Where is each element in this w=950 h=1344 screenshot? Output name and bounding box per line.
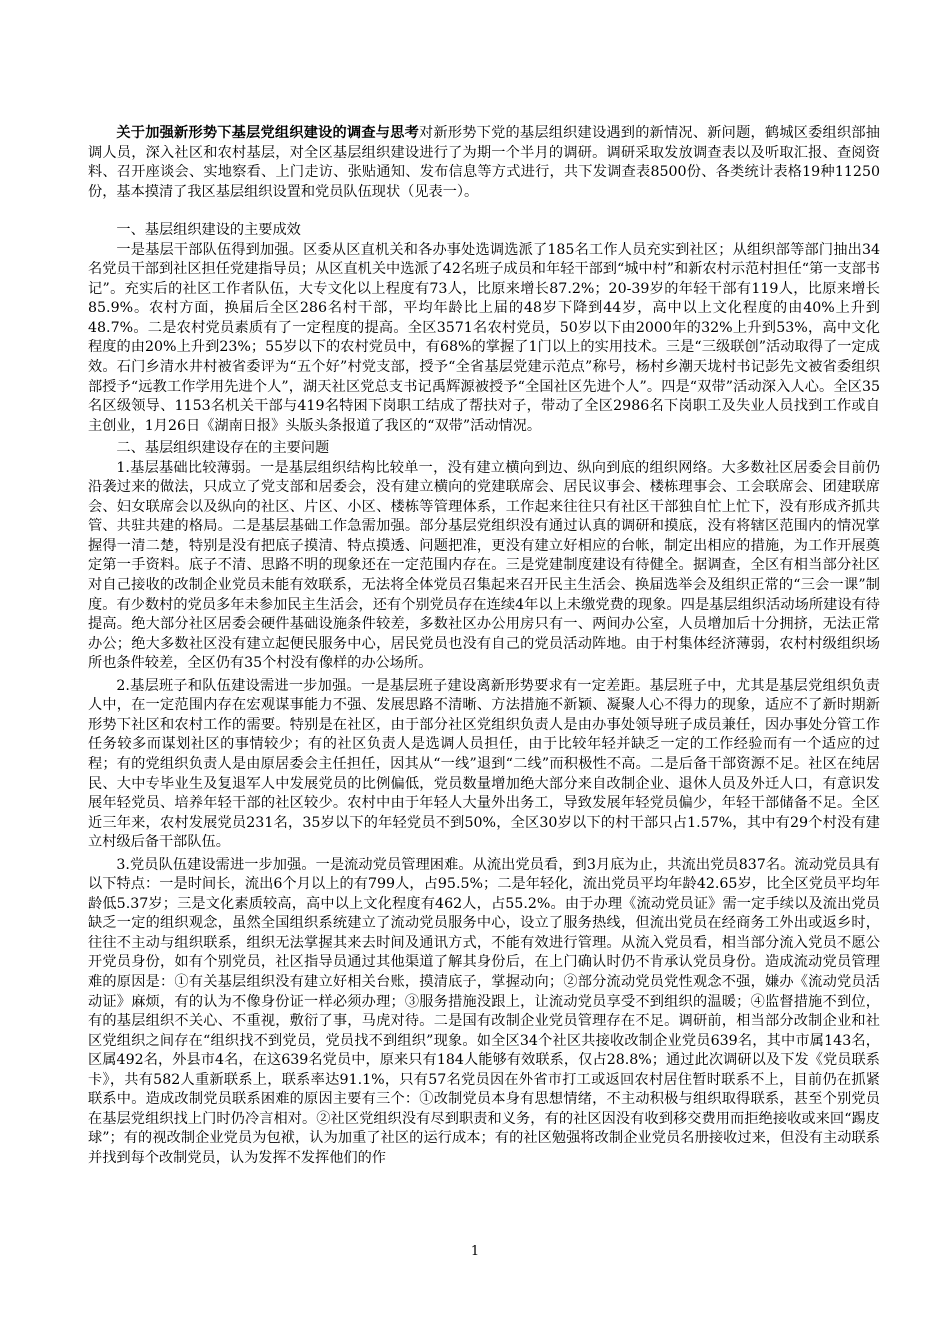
document-title: 关于加强新形势下基层党组织建设的调查与思考 (116, 125, 420, 141)
document-page (88, 124, 880, 1168)
problem-paragraph-members: 3.党员队伍建设需进一步加强。一是流动党员管理困难。从流出党员看，到3月底为止，共流出党员837名。流动党员具有以下特点：一是时间长，流出6个月以上的有799人，占95.5%；二是年轻化，流出党员平均年龄42.65岁，比全区党员平均年龄低5.37岁；三是文化素质较高，高中以上文化程度有462人，占55.2%。由于办理《流动党员证》需一定手续以及流出党员缺乏一定的组织观念，虽然全国组织系统建立了流动党员服务中心，设立了服务热线，但流出党员在经商务工外出或返乡时，往往不主动与组织联系，组织无法掌握其来去时间及通讯方式，不能有效进行管理。从流入党员看，相当部分流入党员不愿公开党员身份，如有个别党员，社区指导员通过其他渠道了解其身份后，在上门确认时仍不肯承认党员身份。造成流动党员管理难的原因是：①有关基层组织没有建立好相关台账，摸清底子，掌握动向；②部分流动党员党性观念不强，嫌办《流动党员活动证》麻烦，有的认为不像身份证一样必须办理；③服务措施没跟上，让流动党员享受不到组织的温暖；④监督措施不到位，有的基层组织不关心、不重视，敷衍了事，马虎对待。二是国有改制企业党员管理存在不足。调研前，相当部分改制企业和社区党组织之间存在“组织找不到党员，党员找不到组织”现象。如全区34个社区共接收改制企业党员639名，其中市属143名，区属492名，外县市4名，在这639名党员中，原来只有184人能够有效联系，仅占28.8%；通过此次调研以及下发《党员联系卡》，共有582人重新联系上，联系率达91.1%，只有57名党员因在外省市打工或返回农村居住暂时联系不上，目前仍在抓紧联系中。造成改制党员联系困难的原因主要有三个：①改制党员本身有思想情绪，不主动积极与组织取得联系，甚至个别党员在基层党组织找上门时仍冷言相对。②社区党组织没有尽到职责和义务，有的社区因没有收到移交费用而拒绝接收或来回“踢皮球”；有的视改制企业党员为包袱，认为加重了社区的运行成本；有的社区勉强将改制企业党员名册接收过来，但没有主动联系并找到每个改制党员，认为发挥不发挥他们的作 (88, 856, 880, 1166)
section-heading-problems: 二、基层组织建设存在的主要问题 (116, 440, 330, 457)
intro-text: 对新形势下党的基层组织建设遇到的新情况、新问题，鹤城区委组织部抽调人员，深入社区和农村基层，对全区基层组织建设进行了为期一个半月的调研。调研采取发放调查表以及听取汇报、查阅资料、召开座谈会、实地察看、上门走访、张贴通知、发布信息等方式进行，共下发调查表8500份、各类统计表格19种11250份，基本摸清了我区基层组织设置和党员队伍现状（见表一）。 (88, 125, 880, 200)
section-heading-achievements: 一、基层组织建设的主要成效 (116, 222, 301, 239)
problem-paragraph-foundation: 1.基层基础比较薄弱。一是基层组织结构比较单一，没有建立横向到边、纵向到底的组织网络。大多数社区居委会目前仍沿袭过来的做法，只成立了党支部和居委会，没有建立横向的党建联席会、居民议事会、楼栋理事会、工会联席会、团建联席会、妇女联席会以及纵向的社区、片区、小区、楼栋等管理体系，工作起来往往只有社区干部独自忙上忙下，没有形成齐抓共管、共驻共建的格局。二是基层基础工作急需加强。部分基层党组织没有通过认真的调研和摸底，没有将辖区范围内的情况掌握得一清二楚，特别是没有把底子摸清、特点摸透、问题把准，更没有建立好相应的台帐，制定出相应的措施，为工作开展奠定第一手资料。底子不清、思路不明的现象还在一定范围内存在。三是党建制度建设有待健全。据调查，全区有相当部分社区对自己接收的改制企业党员未能有效联系，无法将全体党员召集起来召开民主生活会、换届选举会及组织正常的“三会一课”制度。有少数村的党员多年未参加民主生活会，还有个别党员存在连续4年以上未缴党费的现象。四是基层组织活动场所建设有待提高。绝大部分社区居委会硬件基础设施条件较差，多数社区办公用房只有一、两间办公室，人员增加后十分拥挤，无法正常办公；绝大多数社区没有建立起便民服务中心，居民党员也没有自己的党员活动阵地。由于村集体经济薄弱，农村村级组织场所也条件较差，全区仍有35个村没有像样的办公场所。 (88, 459, 880, 672)
problem-paragraph-leadership: 2.基层班子和队伍建设需进一步加强。一是基层班子建设离新形势要求有一定差距。基层班子中，尤其是基层党组织负责人中，在一定范围内存在宏观谋事能力不强、发展思路不清晰、方法措施不新颖、凝聚人心不得力的现象，适应不了新时期新形势下社区和农村工作的需要。特别是在社区，由于部分社区党组织负责人是由办事处领导班子成员兼任，因办事处分管工作任务较多而谋划社区的事情较少；有的社区负责人是选调人员担任，由于比较年轻并缺乏一定的工作经验而有一个适应的过程；有的党组织负责人是由原居委会主任担任，因其从“一线”退到“二线”而积极性不高。二是后备干部资源不足。社区在纯居民、大中专毕业生及复退军人中发展党员的比例偏低，党员数量增加绝大部分来自改制企业、退休人员及外迁人口，有意识发展年轻党员、培养年轻干部的社区较少。农村中由于年轻人大量外出务工，导致发展年轻党员偏少，年轻干部储备不足。全区近三年来，农村发展党员231名，35岁以下的年轻党员不到50%，全区30岁以下的村干部只占1.57%，其中有29个村没有建立村级后备干部队伍。 (88, 677, 880, 851)
intro-paragraph (88, 124, 880, 202)
section-body-achievements: 一是基层干部队伍得到加强。区委从区直机关和各办事处选调选派了185名工作人员充实到社区；从组织部等部门抽出34名党员干部到社区担任党建指导员；从区直机关中选派了42名班子成员和年轻干部到“城中村”和新农村示范村担任“第一支部书记”。充实后的社区工作者队伍，大专文化以上程度有73人，比原来增长87.2%；20-39岁的年轻干部有119人，比原来增长85.9%。农村方面，换届后全区286名村干部，平均年龄比上届的48岁下降到44岁，高中以上文化程度的由40%上升到48.7%。二是农村党员素质有了一定程度的提高。全区3571名农村党员，50岁以下由2000年的32%上升到53%，高中文化程度的由20%上升到23%；55岁以下的农村党员中，有68%的掌握了1门以上的实用技术。三是“三级联创”活动取得了一定成效。石门乡清水井村被省委评为“五个好”村党支部，授予“全省基层党建示范点”称号，杨村乡潮天垅村书记彭先文被省委组织部授予“远教工作学用先进个人”，湖天社区党总支书记禹辉源被授予“全国社区先进个人”。四是“双带”活动深入人心。全区35名区级领导、1153名机关干部与419名特困下岗职工结成了帮扶对子，带动了全区2986名下岗职工及失业人员找到工作或自主创业，1月26日《湖南日报》头版头条报道了我区的“双带”活动情况。 (88, 241, 880, 434)
page-number: 1 (470, 1244, 480, 1259)
